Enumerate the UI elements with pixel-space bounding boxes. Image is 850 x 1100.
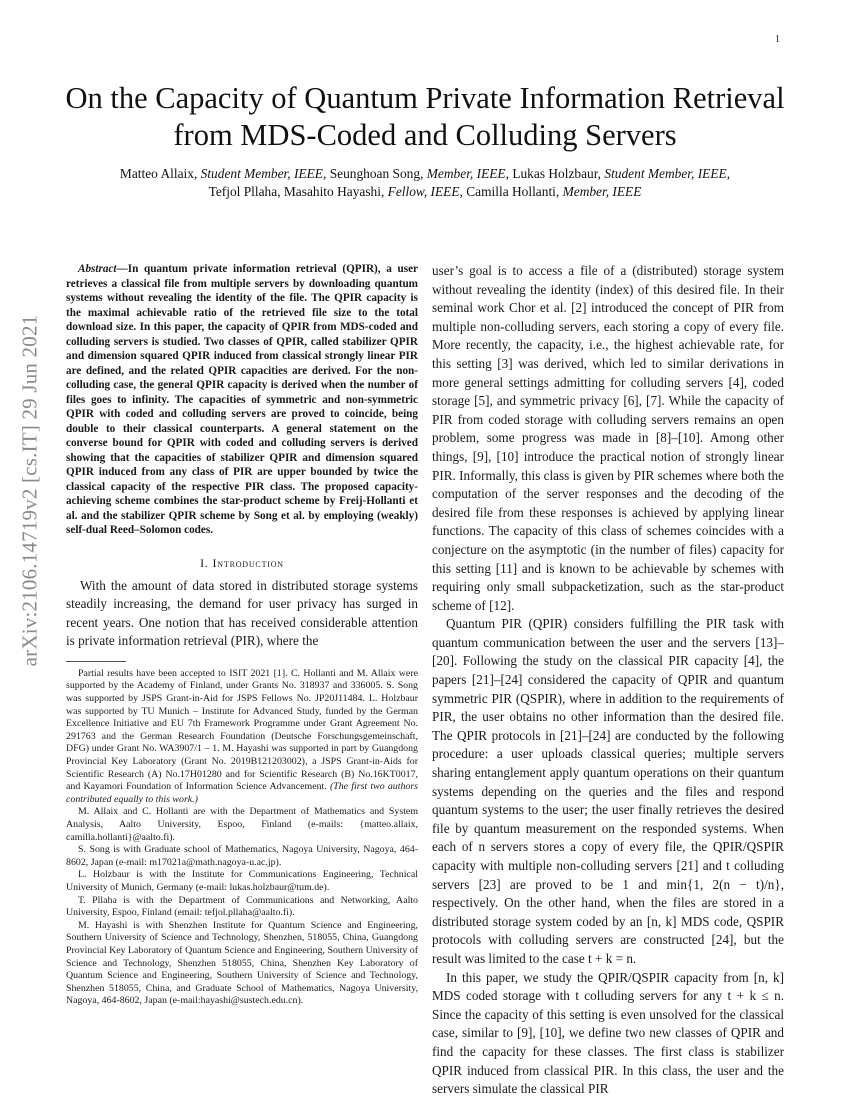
arxiv-stamp [10,290,50,690]
author-name: Tefjol Pllaha [208,184,278,199]
section-heading-introduction: I. Introduction [200,555,284,570]
footnote-affiliation: T. Pllaha is with the Department of Communications and Networking, Aalto University, Espoo, Finland (email: tefjol.pllaha@aalto.fi). [66,894,418,919]
author-name: Matteo Allaix [119,166,194,181]
author-role: Student Member, IEEE [200,166,323,181]
body-paragraph: In this paper, we study the QPIR/QSPIR capacity from [n, k] MDS coded storage with t colluding servers for any t + k ≤ n. Since the capacity of this setting is even unsolved for the classical case, similar to [9], [10], we define two new classes of QPIR and find the capacity for these classes. The first class is stabilizer QPIR induced from classical PIR. In this class, the user and the servers simulate the classical PIR [432,969,784,1097]
abstract-label: Abstract [78,263,117,275]
footnote-funding: Partial results have been accepted to ISIT 2021 [1]. C. Hollanti and M. Allaix were supported by the Academy of Finland, under Grants No. 318937 and 336005. S. Song was supported by JSPS Grant-in-Aid for JSPS Fellows No. JP20J11484. L. Holzbaur was supported by TU Munich – Institute for Advanced Study, funded by the German Excellence Initiative and EU 7th Framework Programme under Grant Agreement No. 291763 and the German Research Foundation (Deutsche Forschungsgemeinschaft, DFG) under Grant No. WA3907/1 – 1. M. Hayashi was supported in part by Guangdong Provincial Key Laboratory (Grant No. 2019B121203002), a JSPS Grant-in-Aids for Scientific Research (A) No.17H01280 and for Scientific Research (B) No.16KT0017, and Kayamori Foundation of Information Science Advancement. (The first two authors contributed equally to this work.) [66,667,418,805]
author-role: Student Member, IEEE [604,166,727,181]
footnote-affiliation: L. Holzbaur is with the Institute for Communications Engineering, Technical University of Munich, Germany (e-mail: lukas.holzbaur@tum.de). [66,869,418,893]
author-role: Fellow, IEEE [387,184,460,199]
author-name: Seunghoan Song [329,166,421,181]
footnote-affiliation: S. Song is with Graduate school of Mathematics, Nagoya University, Nagoya, 464-8602, Japan (e-mail: m17021a@math.nagoya-u.ac.jp). [66,844,418,868]
footnote-equal-contribution: (The first two authors contributed equally to this work.) [66,781,418,805]
footnote-affiliation: M. Hayashi is with Shenzhen Institute for Quantum Science and Engineering, Southern University of Science and Technology, Shenzhen, 518055, China, Guangdong Provincial Key Laboratory of Quantum Science and Engineering, Southern University of Science and Technology, Shenzhen 518055, China, Shenzhen Key Laboratory of Quantum Science and Engineering, Southern University of Science and Technology, Shenzhen 518055, China, and Graduate School of Mathematics, Nagoya University, Nagoya, 464-8602, Japan (e-mail:hayashi@sustech.edu.cn). [66,919,418,1007]
body-paragraph: With the amount of data stored in distributed storage systems steadily increasing, the demand for user privacy has surged in recent years. One notion that has received considerable attention is private information retrieval (PIR), where the [66,577,418,649]
arxiv-stamp-text: arXiv:2106.14719v2 [cs.IT] 29 Jun 2021 [17,314,42,666]
abstract [66,262,418,538]
left-column [66,262,418,1008]
author-role: Member, IEEE [426,166,506,181]
paper-title: On the Capacity of Quantum Private Information Retrieval from MDS-Coded and Colluding Servers [65,81,785,152]
author-name: Camilla Hollanti [466,184,556,199]
body-paragraph: user’s goal is to access a file of a (distributed) storage system without revealing the identity (index) of this desired file. In their seminal work Chor et al. [2] introduced the concept of PIR from multiple non-colluding servers, each storing a copy of every file. More recently, the capacity, i.e., the highest achievable rate, for this setting [3] was derived, which led to similar derivations in more general settings admitting for colluding servers [4], coded storage [5], and symmetric privacy [6], [7]. While the capacity of PIR from coded storage with colluding servers remains an open problem, some progress was made in [8]–[10]. Among other things, [9], [10] introduce the practical notion of strongly linear PIR. Informally, this class is given by PIR schemes where both the computation of the server responses and the decoding of the desired file from these responses is achieved by applying linear functions. The capacity of this class of schemes coincides with a conjecture on the asymptotic (in the number of files) capacity for this setting [11] and is known to be achievable by schemes with requiring only small subpacketization, such as the star-product scheme of [12]. [432,263,784,613]
intro-left-body [66,577,418,651]
footnote-affiliation: M. Allaix and C. Hollanti are with the Department of Mathematics and System Analysis, Aalto University, Espoo, Finland (e-mails: {matteo.allaix, camilla.hollanti}@aalto.fi). [66,806,418,843]
body-paragraph: Quantum PIR (QPIR) considers fulfilling the PIR task with quantum communication between the user and the servers [13]–[20]. Following the study on the classical PIR capacity [4], the papers [21]–[24] considered the capacity of QPIR and quantum symmetric PIR (QSPIR), where in addition to the requirements of PIR, the user obtains no other information than the desired file. The QPIR protocols in [21]–[24] are conducted by the following procedure: a user uploads classical queries; multiple servers sharing entanglement apply quantum operations on their quantum systems depending on the queries and the files and respond quantum systems to the user; the user finally retrieves the desired file by quantum measurement on the responded systems. When each of n servers stores a copy of every file, the QPIR/QSPIR capacity with multiple non-colluding servers [21] and t colluding servers [23] are proved to be 1 and min{1, 2(n − t)/n}, respectively. On the other hand, when the files are stored in a distributed storage system coded by an [n, k] MDS code, QSPIR protocols with colluding servers are constructed [24], but the result was limited to the case t + k = n. [432,616,784,966]
intro-right-body [432,262,784,1099]
abstract-text: —In quantum private information retrieval (QPIR), a user retrieves a classical file from multiple servers by downloading quantum systems without revealing the identity of the file. The QPIR capacity is the maximal achievable ratio of the retrieved file size to the total download size. In this paper, the capacity of QPIR from MDS-coded and colluding servers is studied. Two classes of QPIR, called stabilizer QPIR and dimension squared QPIR induced from classical strongly linear PIR are defined, and the related QPIR capacities are derived. For the non-colluding case, the general QPIR capacity is derived when the number of files goes to infinity. The capacities of symmetric and non-symmetric QPIR with coded and colluding servers are proved to coincide, being double to their classical counterparts. A general statement on the converse bound for QPIR with coded and colluding servers is derived showing that the capacities of stabilizer QPIR and dimension squared QPIR induced from any class of PIR are upper bounded by twice the classical capacity of the respective PIR class. The proposed capacity-achieving scheme combines the star-product scheme by Freij-Hollanti et al. and the stabilizer QPIR scheme by Song et al. by employing (weakly) self-dual Reed–Solomon codes. [66,263,418,536]
author-name: Lukas Holzbaur [512,166,598,181]
author-list: Matteo Allaix, Student Member, IEEE, Seunghoan Song, Member, IEEE, Lukas Holzbaur, Student Member, IEEE, Tefjol Pllaha, Masahito Hayashi, Fellow, IEEE, Camilla Hollanti, Member, IEEE [119,166,731,199]
author-name: Masahito Hayashi [283,184,381,199]
page-number: 1 [775,34,780,45]
author-role: Member, IEEE [562,184,642,199]
right-column [432,262,784,1099]
footnotes [66,668,418,1008]
footnote-rule [66,661,126,662]
